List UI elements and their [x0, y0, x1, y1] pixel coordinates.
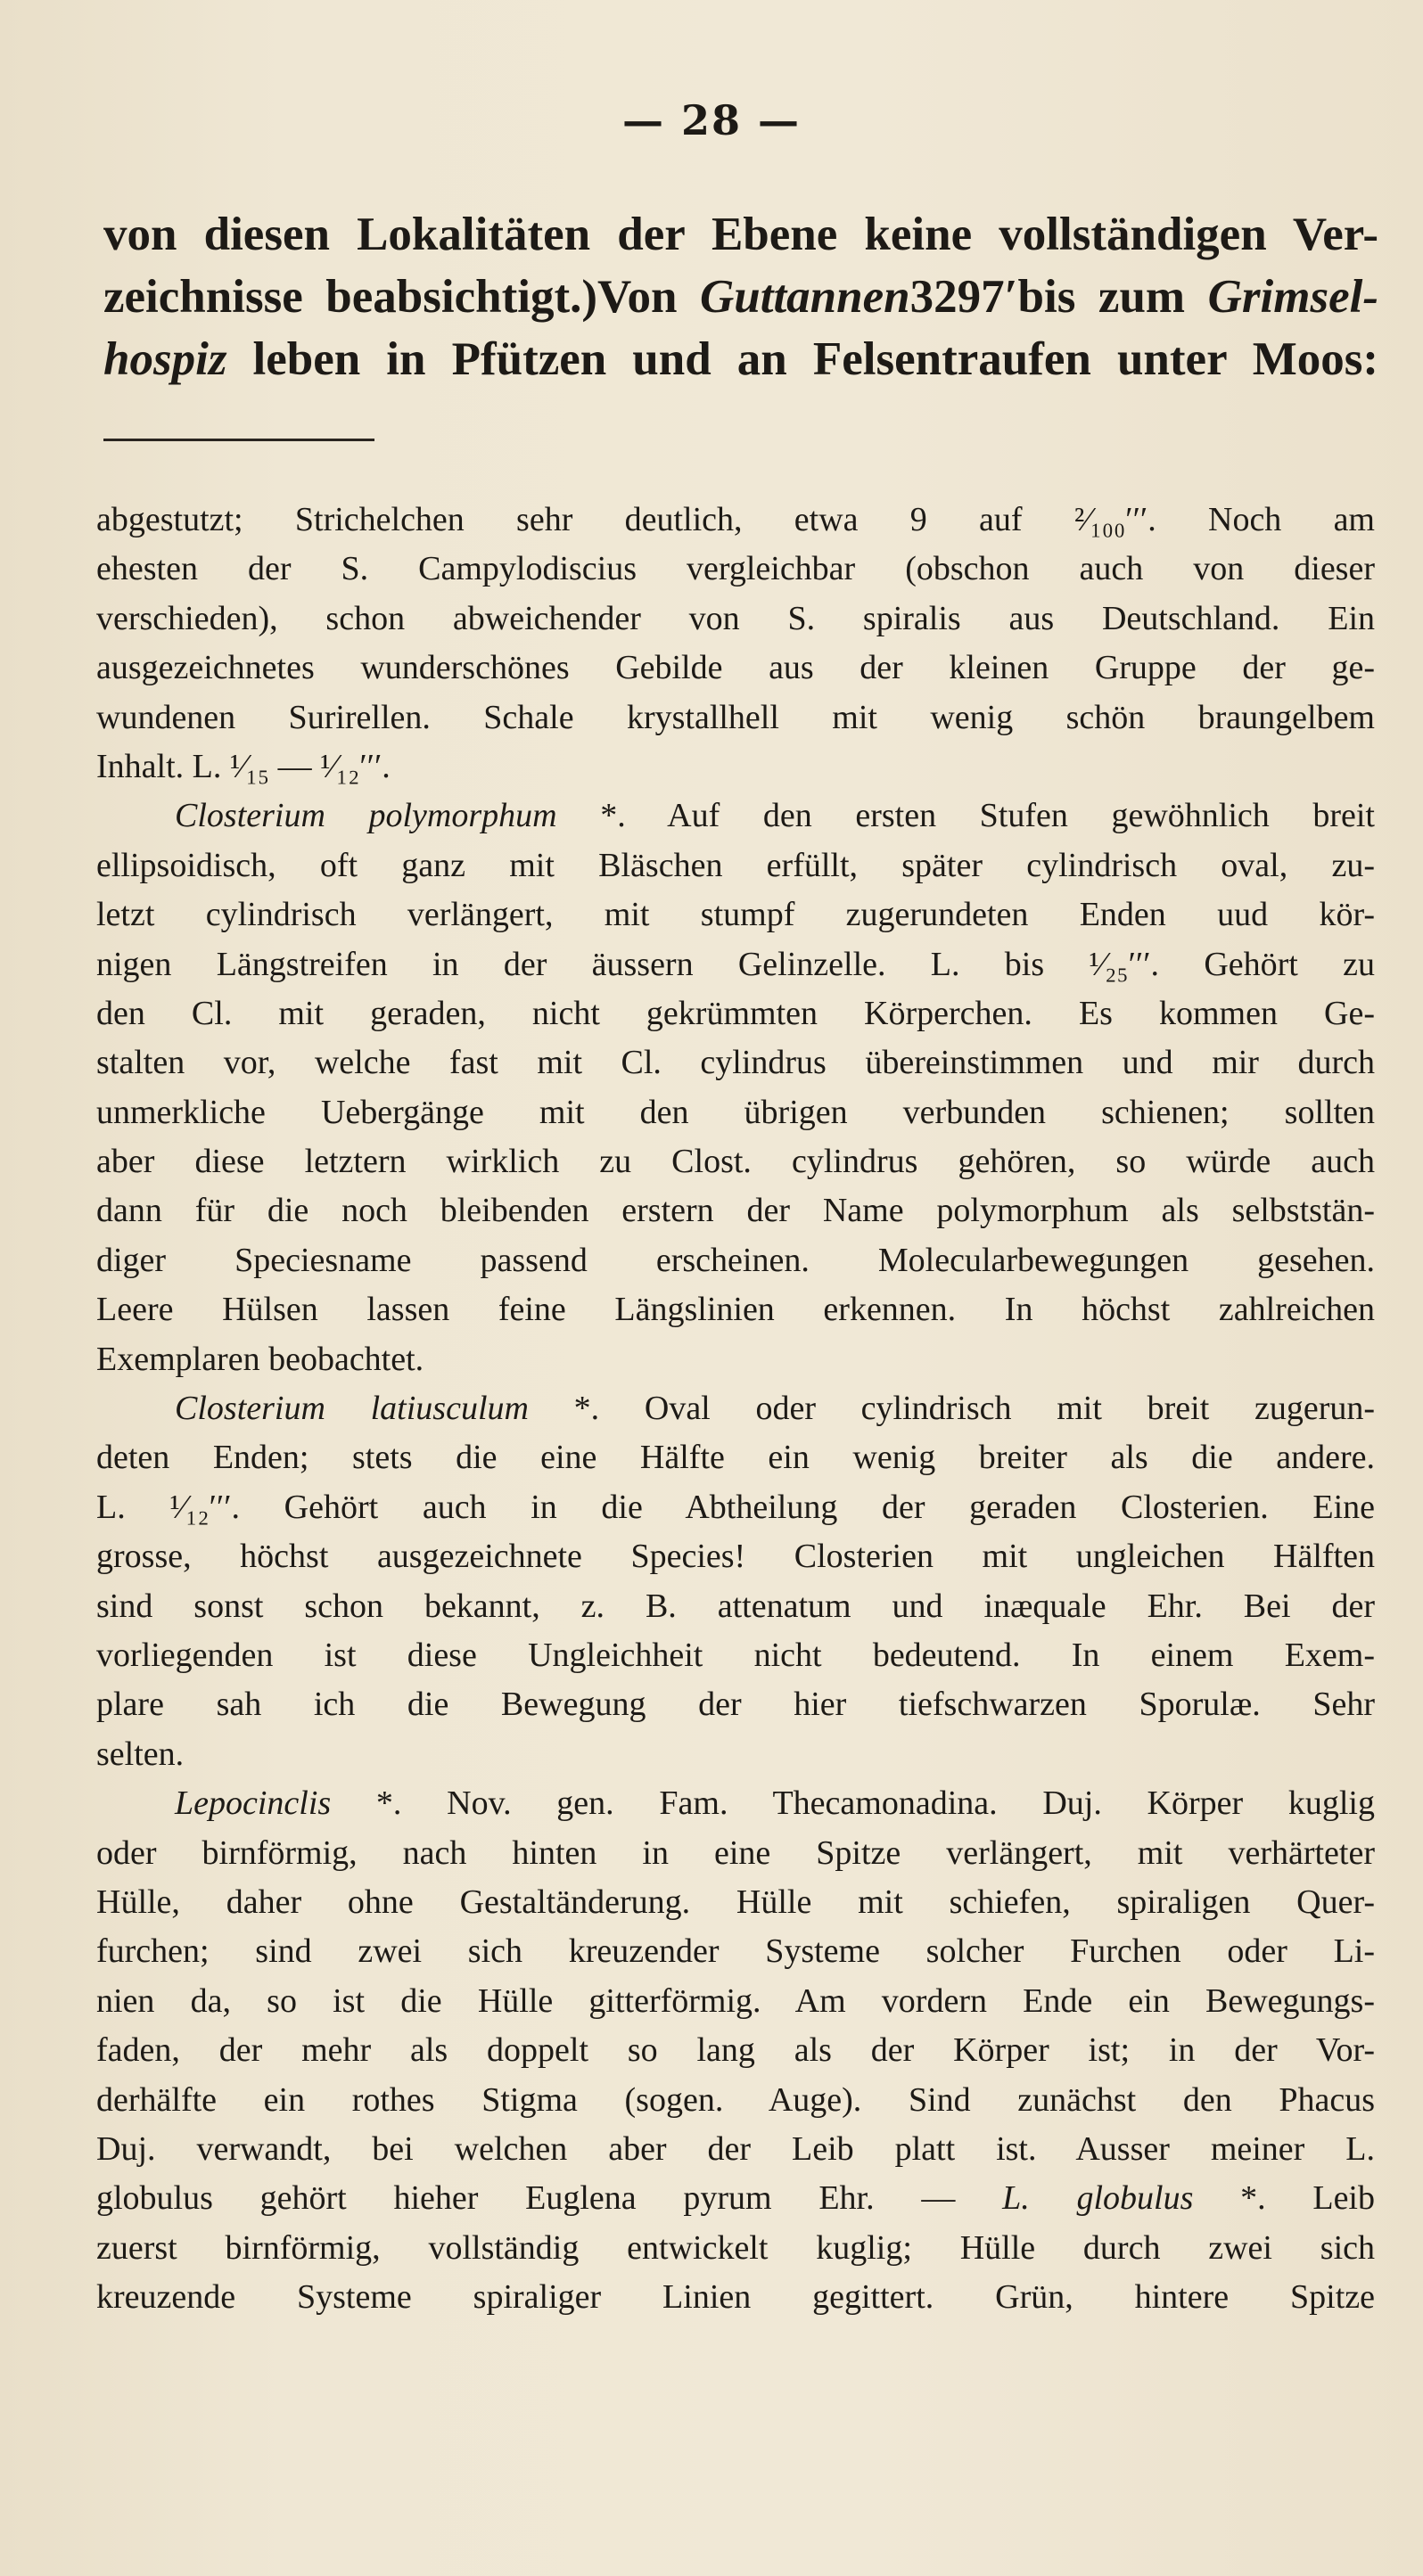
text-run: *. Oval oder cylindrisch mit breit zugerun- [528, 1390, 1375, 1428]
note-line: ehesten der S. Campylodiscius vergleichbar (obschon auch von dieser [96, 550, 1375, 588]
note-line: Duj. verwandt, bei welchen aber der Leib platt ist. Ausser meiner L. [96, 2129, 1375, 2168]
footnote-rule [103, 439, 374, 441]
main-text-line [103, 266, 1378, 328]
note-line: oder birnförmig, nach hinten in eine Spitze verlängert, mit verhärteter [96, 1834, 1375, 1872]
note-line: letzt cylindrisch verlängert, mit stumpf zugerundeten Enden uud kör- [96, 896, 1375, 934]
note-line: Leere Hülsen lassen feine Längslinien erkennen. In höchst zahlreichen [96, 1291, 1375, 1329]
text-run: zeichnisse beabsichtigt.)Von [103, 271, 700, 323]
note-line: furchen; sind zwei sich kreuzender Systeme solcher Furchen oder Li- [96, 1932, 1375, 1971]
text-run: *. Leib [1193, 2179, 1375, 2218]
note-line: unmerkliche Uebergänge mit den übrigen verbunden schienen; sollten [96, 1093, 1375, 1131]
text-run: *. Nov. gen. Fam. Thecamonadina. Duj. Körper kuglig [331, 1784, 1375, 1823]
main-text-line [103, 328, 1378, 390]
note-line: grosse, höchst ausgezeichnete Species! Closterien mit ungleichen Hälften [96, 1538, 1375, 1576]
note-line: sind sonst schon bekannt, z. B. attenatum und inæquale Ehr. Bei der [96, 1587, 1375, 1625]
note-line: stalten vor, welche fast mit Cl. cylindrus übereinstimmen und mir durch [96, 1044, 1375, 1082]
note-line: ausgezeichnetes wunderschönes Gebilde aus der kleinen Gruppe der ge- [96, 649, 1375, 687]
note-line: plare sah ich die Bewegung der hier tiefschwarzen Sporulæ. Sehr [96, 1686, 1375, 1724]
note-line-species [96, 1779, 1375, 1828]
text-run: *. Auf den ersten Stufen gewöhnlich breit [556, 797, 1375, 835]
note-line: L. ¹⁄₁₂′′′. Gehört auch in die Abtheilung der geraden Closterien. Eine [96, 1488, 1375, 1526]
note-line: kreuzende Systeme spiraliger Linien gegittert. Grün, hintere Spitze [96, 2278, 1375, 2317]
main-text-line [103, 203, 1378, 266]
note-line: aber diese letztern wirklich zu Clost. cylindrus gehören, so würde auch [96, 1143, 1375, 1181]
place-name-grimsel: Grimsel- [1207, 271, 1378, 323]
note-line-species [96, 792, 1375, 841]
note-line-species [96, 1384, 1375, 1433]
place-name-hospiz: hospiz [103, 333, 227, 385]
species-name: L. globulus [1002, 2179, 1194, 2218]
footnote-text-block [96, 496, 1375, 2322]
note-line: abgestutzt; Strichelchen sehr deutlich, etwa 9 auf ²⁄₁₀₀′′′. Noch am [96, 501, 1375, 538]
note-line: ellipsoidisch, oft ganz mit Bläschen erfüllt, später cylindrisch oval, zu- [96, 846, 1375, 884]
text-run: 3297′bis zum [909, 271, 1208, 323]
text-run: von diesen Lokalitäten der Ebene keine vollständigen Ver- [103, 209, 1378, 260]
note-line: vorliegenden ist diese Ungleichheit nicht bedeutend. In einem Exem- [96, 1636, 1375, 1674]
note-line: diger Speciesname passend erscheinen. Molecularbewegungen gesehen. [96, 1241, 1375, 1279]
note-line [96, 2174, 1375, 2223]
note-line: nigen Längstreifen in der äussern Gelinzelle. L. bis ¹⁄₂₅′′′. Gehört zu [96, 945, 1375, 983]
note-line: Hülle, daher ohne Gestaltänderung. Hülle mit schiefen, spiraligen Quer- [96, 1883, 1375, 1921]
note-line: selten. [96, 1735, 185, 1773]
text-run: globulus gehört hieher Euglena pyrum Ehr. — [96, 2179, 1003, 2218]
note-line: deten Enden; stets die eine Hälfte ein wenig breiter als die andere. [96, 1439, 1375, 1477]
main-text-block [103, 203, 1378, 390]
note-line: nien da, so ist die Hülle gitterförmig. Am vordern Ende ein Bewegungs- [96, 1981, 1375, 2020]
note-line: verschieden), schon abweichender von S. spiralis aus Deutschland. Ein [96, 599, 1375, 637]
species-name: Closterium polymorphum [175, 797, 557, 835]
place-name-guttannen: Guttannen [699, 271, 910, 323]
note-line: wundenen Surirellen. Schale krystallhell mit wenig schön braungelbem [96, 698, 1375, 736]
note-line: Inhalt. L. ¹⁄₁₅ — ¹⁄₁₂′′′. [96, 747, 391, 785]
note-line: Exemplaren beobachtet. [96, 1340, 424, 1378]
genus-name: Lepocinclis [175, 1784, 332, 1823]
note-line: faden, der mehr als doppelt so lang als der Körper ist; in der Vor- [96, 2031, 1375, 2070]
note-line: zuerst birnförmig, vollständig entwickelt kuglig; Hülle durch zwei sich [96, 2228, 1375, 2267]
text-run: leben in Pfützen und an Felsentraufen unter Moos: [226, 333, 1378, 385]
note-line: dann für die noch bleibenden erstern der Name polymorphum als selbststän- [96, 1192, 1375, 1230]
note-line: den Cl. mit geraden, nicht gekrümmten Körperchen. Es kommen Ge- [96, 994, 1375, 1032]
species-name: Closterium latiusculum [175, 1390, 529, 1428]
note-line: derhälfte ein rothes Stigma (sogen. Auge). Sind zunächst den Phacus [96, 2080, 1375, 2119]
page-number: — 28 — [621, 96, 802, 144]
